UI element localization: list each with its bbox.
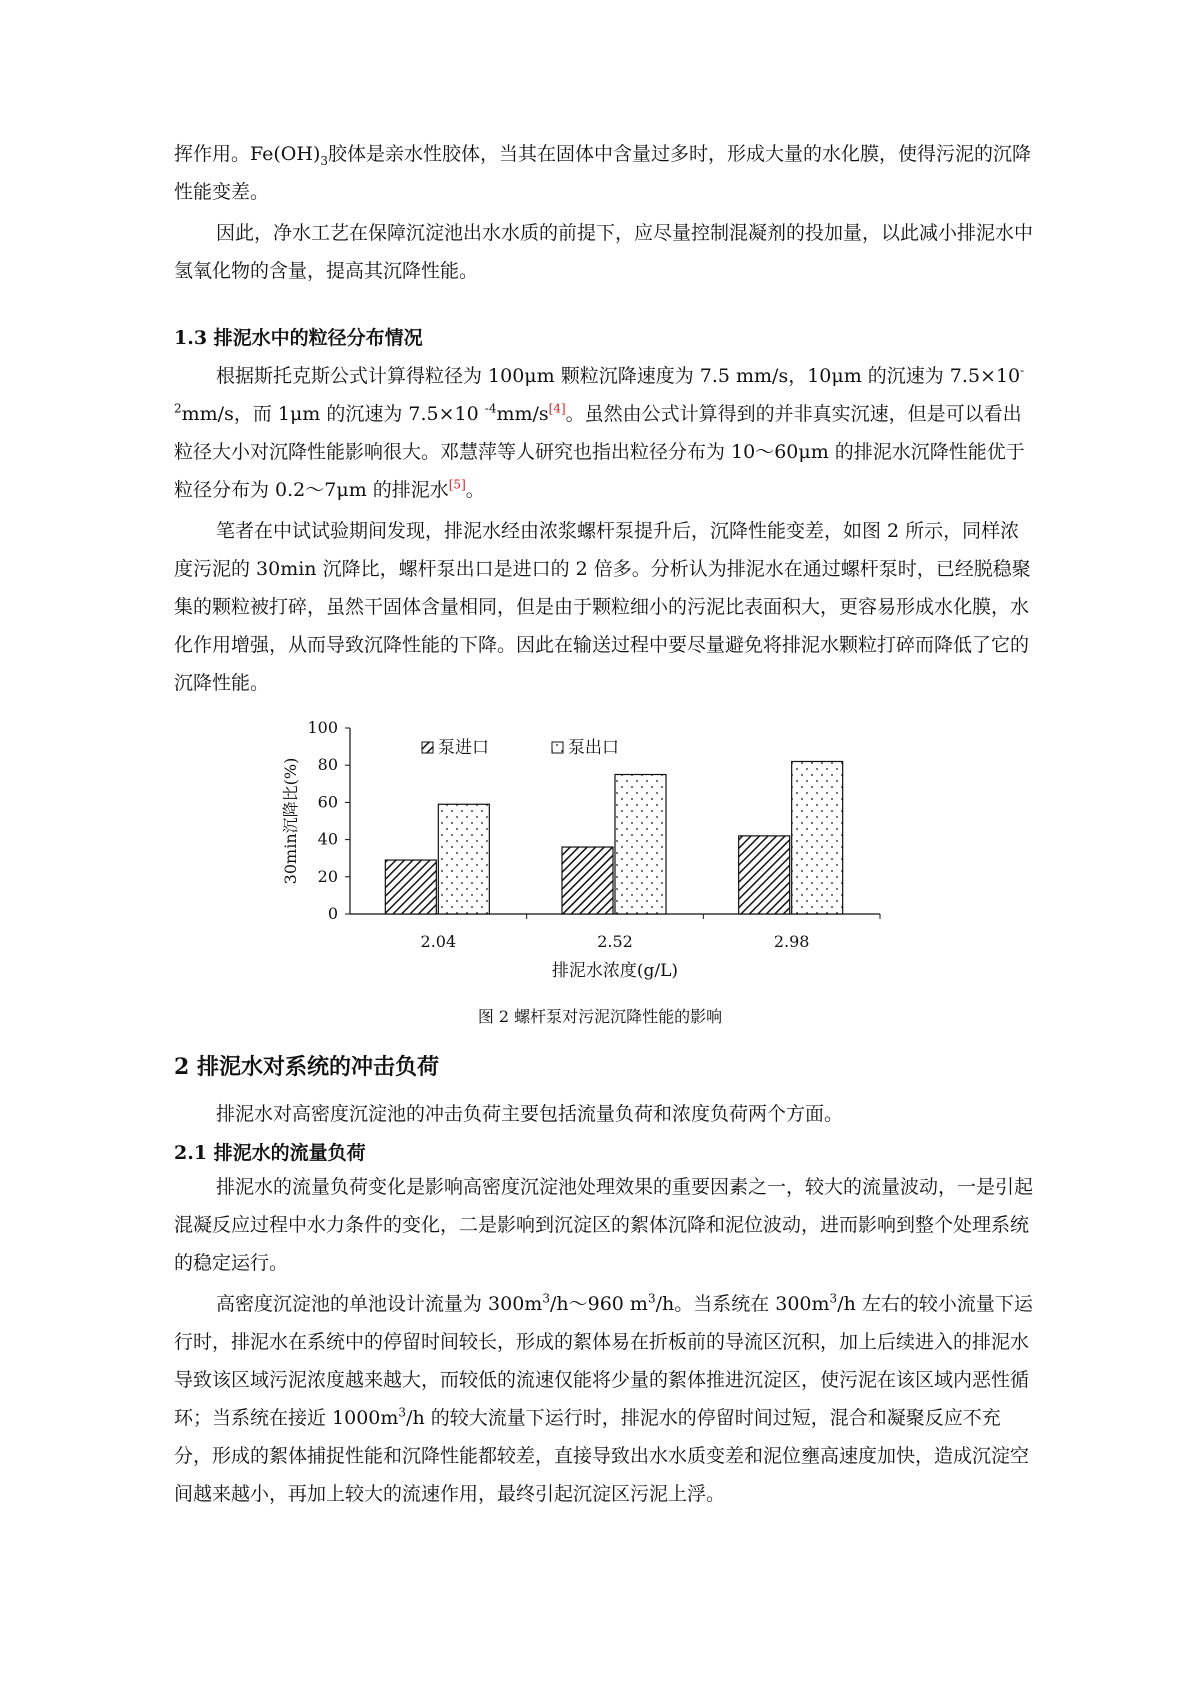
y-tick-label: 60	[317, 792, 338, 812]
bar-hatch	[385, 860, 436, 914]
text-segment: 。	[465, 479, 485, 501]
section-heading-1-3: 1.3 排泥水中的粒径分布情况	[174, 327, 423, 349]
x-tick-label: 2.04	[420, 932, 457, 951]
superscript: -2	[174, 363, 1025, 416]
paragraph-6: 排泥水的流量负荷变化是影响高密度沉淀池处理效果的重要因素之一，较大的流量波动，一是引起混凝反应过程中水力条件的变化，二是影响到沉淀区的絮体沉降和泥位波动，进而影响到整个处理系统的稳定运行。	[174, 1176, 1034, 1274]
text-segment: /h～960 m	[549, 1293, 648, 1315]
text-segment: mm/s，而 1μm 的沉速为 7.5×10	[181, 403, 485, 425]
paragraph-3	[174, 357, 1036, 509]
text-segment: 挥作用。Fe(OH)	[174, 143, 321, 165]
paragraph-7	[174, 1285, 1036, 1513]
paragraph-5: 排泥水对高密度沉淀池的冲击负荷主要包括流量负荷和浓度负荷两个方面。	[216, 1103, 844, 1125]
bar-dots	[615, 775, 666, 915]
y-tick-label: 80	[317, 755, 338, 775]
text-segment: mm/s	[496, 403, 549, 425]
y-tick-label: 0	[327, 904, 338, 923]
legend-swatch	[552, 742, 563, 753]
text-segment: 。虽然由公式计算得到的并非真实沉速，但是可以看出粒径大小对沉降性能影响很大。邓慧萍等人研究也指出粒径分布为 10～60μm 的排泥水沉降性能优于粒径分布为 0.2～7μm 的排泥水	[174, 403, 1025, 501]
superscript: 3	[542, 1291, 550, 1306]
section-heading-2-1: 2.1 排泥水的流量负荷	[174, 1142, 366, 1164]
legend-swatch	[422, 742, 433, 753]
superscript: 3	[647, 1291, 656, 1306]
text-segment: 胶体是亲水性胶体，当其在固体中含量过多时，形成大量的水化膜，使得污泥的沉降性能变差。	[174, 143, 1032, 203]
figure-caption: 图 2 螺杆泵对污泥沉降性能的影响	[477, 1007, 723, 1026]
text-segment: 高密度沉淀池的单池设计流量为 300m	[216, 1293, 543, 1315]
legend-label: 泵出口	[568, 738, 619, 758]
paragraph-2: 因此，净水工艺在保障沉淀池出水水质的前提下，应尽量控制混凝剂的投加量，以此减小排泥水中氢氧化物的含量，提高其沉降性能。	[174, 222, 1034, 282]
superscript: 3	[398, 1405, 407, 1420]
text-segment: /h 的较大流量下运行时，排泥水的停留时间过短，混合和凝聚反应不充分，形成的絮体捕捉性能和沉降性能都较差，直接导致出水水质变差和泥位壅高速度加快，造成沉淀空间越来越小，再加上较大的流速作用，最终引起沉淀区污泥上浮。	[174, 1407, 1030, 1505]
bar-hatch	[562, 847, 613, 914]
bar-hatch	[739, 836, 790, 914]
y-tick-label: 20	[317, 866, 338, 886]
section-heading-2: 2 排泥水对系统的冲击负荷	[174, 1054, 439, 1080]
x-tick-label: 2.52	[597, 932, 633, 951]
y-tick-label: 100	[307, 718, 338, 737]
text-segment: 根据斯托克斯公式计算得粒径为 100μm 颗粒沉降速度为 7.5 mm/s，10μm 的沉速为 7.5×10	[216, 365, 1021, 387]
x-axis-label: 排泥水浓度(g/L)	[551, 961, 679, 981]
subscript: 3	[320, 153, 329, 168]
bar-chart	[280, 712, 920, 992]
superscript: 3	[829, 1291, 838, 1306]
paragraph-4: 笔者在中试试验期间发现，排泥水经由浓浆螺杆泵提升后，沉降性能变差，如图 2 所示，同样浓度污泥的 30min 沉降比，螺杆泵出口是进口的 2 倍多。分析认为排泥水在通过螺杆泵时，已经脱稳聚集的颗粒被打碎，虽然干固体含量相同，但是由于颗粒细小的污泥比表面积大，更容易形成水化膜，水化作用增强，从而导致沉降性能的下降。因此在输送过程中要尽量避免将排泥水颗粒打碎而降低了它的沉降性能。	[174, 520, 1031, 694]
y-tick-label: 40	[317, 829, 338, 849]
citation-link[interactable]: [5]	[448, 477, 466, 492]
text-segment: /h。当系统在 300m	[655, 1293, 830, 1315]
superscript: -4	[484, 401, 497, 416]
bar-dots	[438, 804, 489, 914]
x-tick-label: 2.98	[773, 932, 810, 951]
paragraph-1	[174, 135, 1036, 211]
text-segment: /h 左右的较小流量下运行时，排泥水在系统中的停留时间较长，形成的絮体易在折板前的导流区沉积，加上后续进入的排泥水导致该区域污泥浓度越来越大，而较低的流速仅能将少量的絮体推进沉淀区，使污泥在该区域内恶性循环；当系统在接近 1000m	[174, 1293, 1033, 1429]
citation-link[interactable]: [4]	[548, 401, 566, 416]
bar-dots	[792, 761, 843, 914]
y-axis-label: 30min沉降比(%)	[281, 757, 300, 885]
legend-label: 泵进口	[438, 738, 489, 758]
